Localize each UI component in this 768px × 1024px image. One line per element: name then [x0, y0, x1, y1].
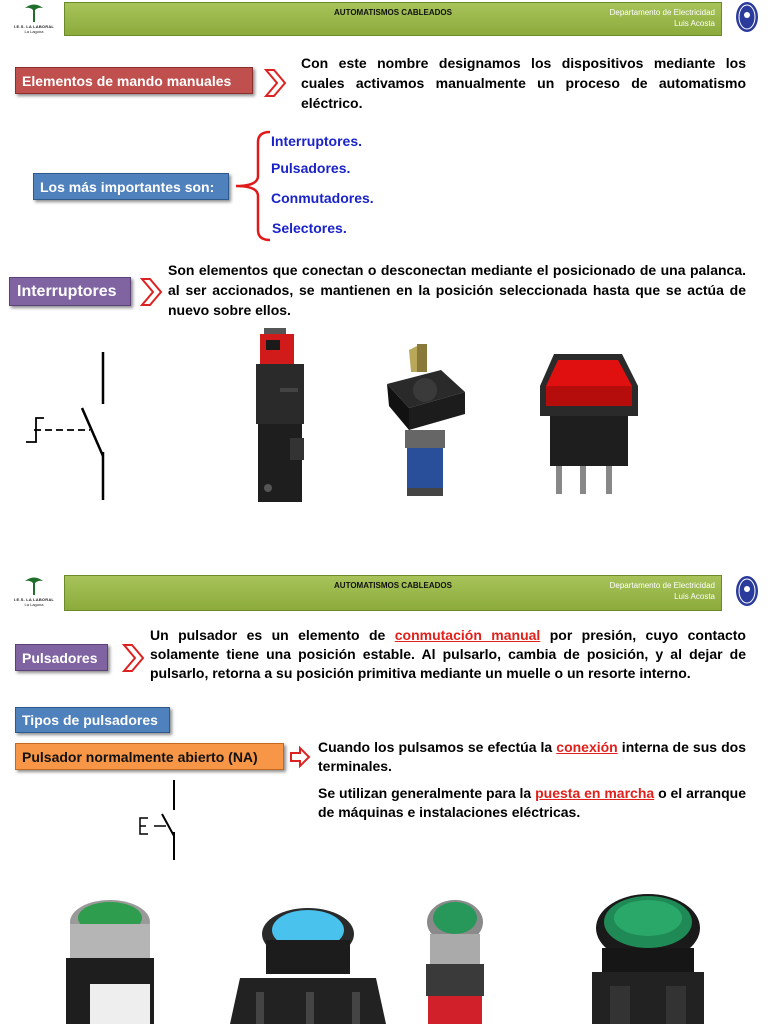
- header-bar: [64, 2, 722, 36]
- puesta-en-marcha-link[interactable]: puesta en marcha: [535, 785, 655, 801]
- red-pushbutton-photo: [534, 352, 644, 498]
- arrow-right-icon: [288, 745, 312, 769]
- switch-symbol-icon: [22, 350, 112, 502]
- header-department: [610, 7, 715, 29]
- list-item-selectores: Selectores.: [272, 220, 347, 236]
- green-pushbutton-photo-2: [418, 894, 492, 1024]
- chevron-right-icon: [263, 68, 289, 98]
- safety-switch-photo: [250, 328, 315, 506]
- pulsadores-label: Pulsadores: [15, 644, 108, 671]
- slide-2: [0, 512, 768, 1024]
- school-logo: [6, 575, 62, 611]
- interruptores-description: Son elementos que conectan o desconectan mediante el posicionado de una palanca. al ser accionados, se mantienen en la posición seleccionada hasta que se actúa de nuevo sobre ellos.: [168, 262, 746, 318]
- list-item-interruptores: Interruptores.: [271, 133, 363, 149]
- header-department: [610, 580, 715, 602]
- pulsador-na-label: Pulsador normalmente abierto (NA): [15, 743, 284, 770]
- green-pushbutton-photo-1: [60, 894, 160, 1024]
- chevron-right-icon: [121, 643, 147, 673]
- school-name: I.E.S. LA LABORAL: [13, 24, 55, 29]
- author-name: Luis Acosta: [674, 19, 715, 28]
- key-selector-photo: [383, 342, 467, 498]
- university-seal-logo-icon: [735, 0, 759, 34]
- department-name: Departamento de Electricidad: [609, 8, 715, 17]
- school-logo: [6, 2, 62, 38]
- interruptores-label: Interruptores: [9, 277, 131, 306]
- green-pushbutton-photo-3: [586, 890, 710, 1024]
- school-city: La Laguna: [24, 602, 44, 607]
- school-tree-logo-icon: [23, 2, 45, 24]
- pulsadores-description: Un pulsador es un elemento de conmutación manual por presión, cuyo contacto solamente tiene una posición estable. Al pulsarlo, cambia de posición, y al dejar de pulsarlo, retorna a su posición primitiva mediante un muelle o un resorte interno.: [150, 627, 746, 681]
- elementos-mando-label: Elementos de mando manuales: [15, 67, 253, 94]
- pulsador-na-description-2: Se utilizan generalmente para la puesta en marcha o el arranque de máquinas e instalaciones eléctricas.: [318, 785, 746, 820]
- list-item-pulsadores: Pulsadores.: [271, 160, 351, 176]
- pushbutton-na-symbol-icon: [136, 780, 186, 862]
- department-name: Departamento de Electricidad: [609, 581, 715, 590]
- university-seal-logo-icon: [735, 574, 759, 608]
- importantes-label: Los más importantes son:: [33, 173, 229, 200]
- header-title: AUTOMATISMOS CABLEADOS: [334, 8, 452, 17]
- conexion-link[interactable]: conexión: [556, 739, 618, 755]
- author-name: Luis Acosta: [674, 592, 715, 601]
- tipos-pulsadores-label: Tipos de pulsadores: [15, 707, 170, 733]
- list-item-conmutadores: Conmutadores.: [271, 190, 374, 206]
- school-tree-logo-icon: [23, 575, 45, 597]
- school-city: La Laguna: [24, 29, 44, 34]
- chevron-right-icon: [139, 277, 165, 307]
- pulsador-na-description-1: Cuando los pulsamos se efectúa la conexión interna de sus dos terminales.: [318, 739, 746, 774]
- header-bar: [64, 575, 722, 611]
- brace-icon: [232, 128, 272, 244]
- elementos-mando-description: Con este nombre designamos los dispositivos mediante los cuales activamos manualmente un proceso de automatismo eléctrico.: [301, 55, 746, 111]
- school-name: I.E.S. LA LABORAL: [13, 597, 55, 602]
- blue-pushbutton-photo: [226, 900, 390, 1024]
- header-title: AUTOMATISMOS CABLEADOS: [334, 581, 452, 590]
- conmutacion-manual-link[interactable]: conmutación manual: [394, 627, 541, 643]
